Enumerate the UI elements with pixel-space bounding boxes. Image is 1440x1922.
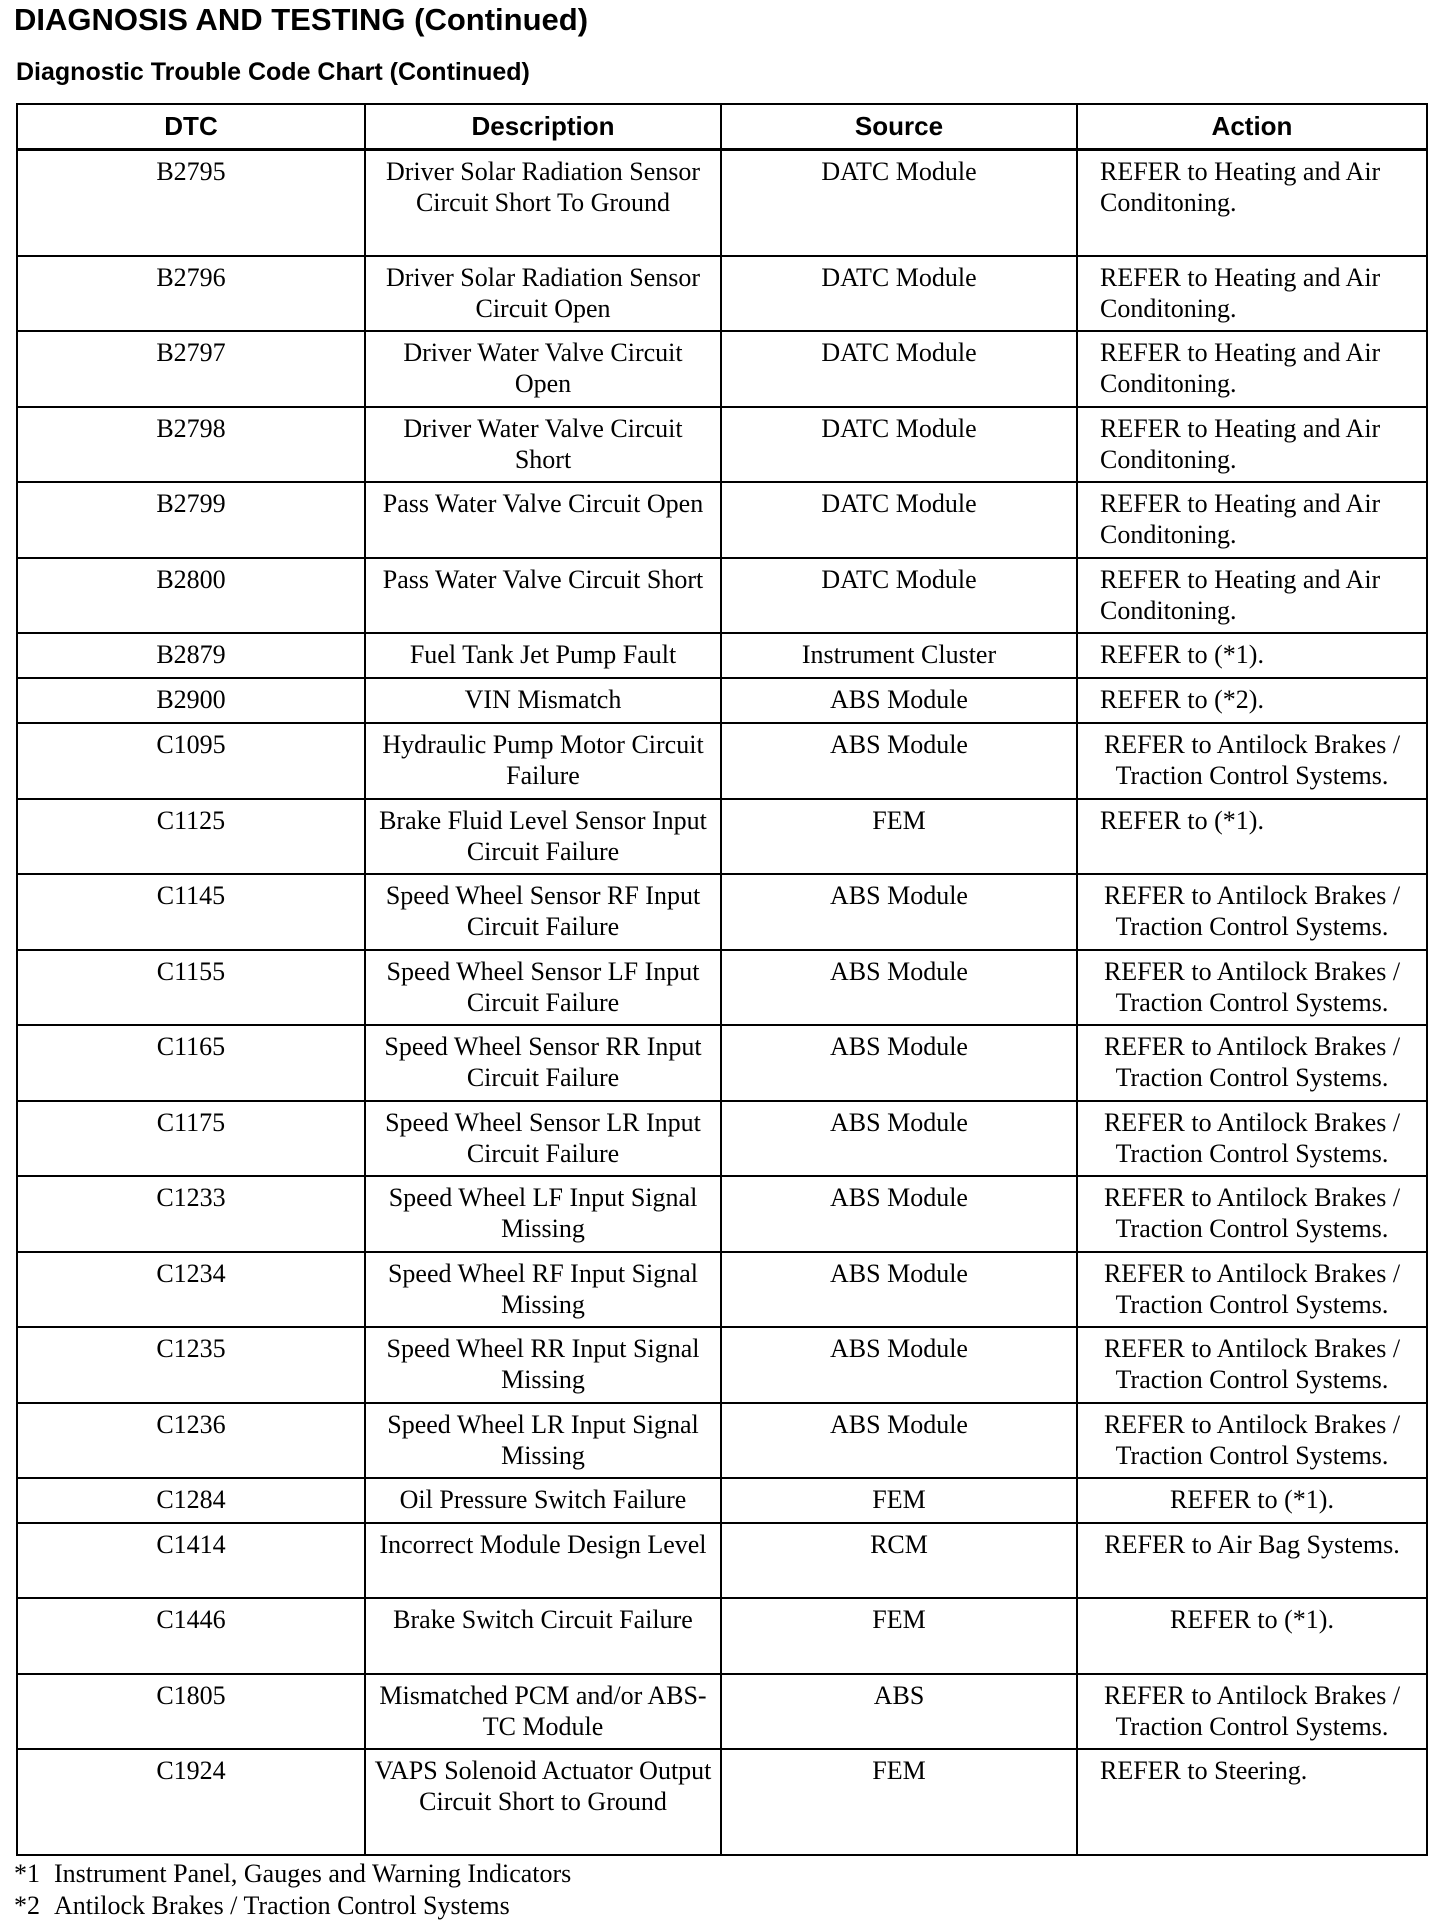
- cell-dtc: C1234: [17, 1252, 365, 1327]
- table-row: [17, 1025, 1427, 1101]
- table-row: [17, 1327, 1427, 1403]
- cell-description: Speed Wheel Sensor RR Input Circuit Failure: [365, 1025, 721, 1101]
- cell-dtc: C1414: [17, 1523, 365, 1598]
- table-row: [17, 950, 1427, 1025]
- cell-dtc: C1236: [17, 1403, 365, 1478]
- cell-action: REFER to Antilock Brakes / Traction Control Systems.: [1077, 1252, 1427, 1327]
- cell-source: ABS: [721, 1674, 1077, 1749]
- cell-action: REFER to Heating and Air Conditoning.: [1077, 558, 1427, 633]
- dtc-table: [16, 103, 1428, 1856]
- cell-action: REFER to Antilock Brakes / Traction Control Systems.: [1077, 1176, 1427, 1252]
- cell-dtc: C1235: [17, 1327, 365, 1403]
- table-row: [17, 1523, 1427, 1598]
- table-row: [17, 1478, 1427, 1523]
- cell-dtc: B2798: [17, 407, 365, 482]
- cell-source: DATC Module: [721, 331, 1077, 407]
- cell-dtc: B2799: [17, 482, 365, 558]
- footnote: [14, 1890, 571, 1922]
- footnotes: [14, 1858, 571, 1922]
- cell-action: REFER to Antilock Brakes / Traction Control Systems.: [1077, 1403, 1427, 1478]
- cell-source: ABS Module: [721, 1025, 1077, 1101]
- cell-action: REFER to Heating and Air Conditoning.: [1077, 407, 1427, 482]
- cell-source: ABS Module: [721, 678, 1077, 723]
- cell-action: REFER to Heating and Air Conditoning.: [1077, 331, 1427, 407]
- table-row: [17, 256, 1427, 331]
- cell-source: ABS Module: [721, 723, 1077, 799]
- table-row: [17, 1252, 1427, 1327]
- footnote: [14, 1858, 571, 1890]
- column-header-action: Action: [1077, 104, 1427, 150]
- table-row: [17, 1101, 1427, 1176]
- cell-action: REFER to Heating and Air Conditoning.: [1077, 256, 1427, 331]
- cell-source: ABS Module: [721, 1101, 1077, 1176]
- cell-description: Speed Wheel Sensor LF Input Circuit Failure: [365, 950, 721, 1025]
- cell-source: DATC Module: [721, 407, 1077, 482]
- table-row: [17, 407, 1427, 482]
- footnote-mark: *2: [14, 1891, 40, 1920]
- cell-description: Driver Solar Radiation Sensor Circuit Open: [365, 256, 721, 331]
- cell-dtc: C1165: [17, 1025, 365, 1101]
- cell-action: REFER to (*1).: [1077, 1478, 1427, 1523]
- table-row: [17, 799, 1427, 874]
- cell-description: Speed Wheel Sensor RF Input Circuit Failure: [365, 874, 721, 950]
- cell-action: REFER to (*1).: [1077, 633, 1427, 678]
- cell-dtc: B2796: [17, 256, 365, 331]
- cell-action: REFER to Antilock Brakes / Traction Control Systems.: [1077, 1101, 1427, 1176]
- cell-source: FEM: [721, 799, 1077, 874]
- cell-action: REFER to (*1).: [1077, 1598, 1427, 1674]
- cell-description: VIN Mismatch: [365, 678, 721, 723]
- cell-description: Speed Wheel RR Input Signal Missing: [365, 1327, 721, 1403]
- cell-description: Fuel Tank Jet Pump Fault: [365, 633, 721, 678]
- cell-dtc: C1805: [17, 1674, 365, 1749]
- cell-description: Oil Pressure Switch Failure: [365, 1478, 721, 1523]
- cell-source: ABS Module: [721, 1176, 1077, 1252]
- footnote-text: Instrument Panel, Gauges and Warning Indicators: [54, 1859, 572, 1888]
- cell-description: Mismatched PCM and/or ABS-TC Module: [365, 1674, 721, 1749]
- cell-action: REFER to Heating and Air Conditoning.: [1077, 482, 1427, 558]
- cell-action: REFER to Antilock Brakes / Traction Control Systems.: [1077, 1025, 1427, 1101]
- cell-description: Driver Solar Radiation Sensor Circuit Short To Ground: [365, 150, 721, 256]
- cell-action: REFER to Antilock Brakes / Traction Control Systems.: [1077, 1674, 1427, 1749]
- column-header-dtc: DTC: [17, 104, 365, 150]
- table-row: [17, 482, 1427, 558]
- column-header-description: Description: [365, 104, 721, 150]
- cell-source: ABS Module: [721, 1252, 1077, 1327]
- table-row: [17, 1403, 1427, 1478]
- cell-description: Hydraulic Pump Motor Circuit Failure: [365, 723, 721, 799]
- section-subtitle: Diagnostic Trouble Code Chart (Continued): [16, 58, 530, 86]
- cell-description: Pass Water Valve Circuit Open: [365, 482, 721, 558]
- cell-action: REFER to Air Bag Systems.: [1077, 1523, 1427, 1598]
- table-row: [17, 874, 1427, 950]
- cell-description: Speed Wheel LR Input Signal Missing: [365, 1403, 721, 1478]
- cell-dtc: C1095: [17, 723, 365, 799]
- cell-source: ABS Module: [721, 874, 1077, 950]
- table-row: [17, 1598, 1427, 1674]
- cell-description: Driver Water Valve Circuit Open: [365, 331, 721, 407]
- cell-source: FEM: [721, 1478, 1077, 1523]
- cell-dtc: C1446: [17, 1598, 365, 1674]
- table-row: [17, 723, 1427, 799]
- table-row: [17, 150, 1427, 256]
- footnote-text: Antilock Brakes / Traction Control Systems: [54, 1891, 510, 1920]
- cell-description: Pass Water Valve Circuit Short: [365, 558, 721, 633]
- cell-source: ABS Module: [721, 1327, 1077, 1403]
- cell-action: REFER to Antilock Brakes / Traction Control Systems.: [1077, 874, 1427, 950]
- table-row: [17, 331, 1427, 407]
- cell-description: Driver Water Valve Circuit Short: [365, 407, 721, 482]
- page-title: DIAGNOSIS AND TESTING (Continued): [14, 2, 589, 37]
- cell-description: Speed Wheel RF Input Signal Missing: [365, 1252, 721, 1327]
- cell-dtc: C1125: [17, 799, 365, 874]
- cell-dtc: C1155: [17, 950, 365, 1025]
- cell-action: REFER to (*2).: [1077, 678, 1427, 723]
- cell-description: Speed Wheel LF Input Signal Missing: [365, 1176, 721, 1252]
- cell-source: DATC Module: [721, 256, 1077, 331]
- cell-action: REFER to Antilock Brakes / Traction Control Systems.: [1077, 723, 1427, 799]
- cell-dtc: C1233: [17, 1176, 365, 1252]
- cell-description: VAPS Solenoid Actuator Output Circuit Short to Ground: [365, 1749, 721, 1855]
- cell-dtc: B2797: [17, 331, 365, 407]
- table-row: [17, 558, 1427, 633]
- cell-dtc: C1175: [17, 1101, 365, 1176]
- column-header-source: Source: [721, 104, 1077, 150]
- cell-source: FEM: [721, 1749, 1077, 1855]
- cell-action: REFER to (*1).: [1077, 799, 1427, 874]
- cell-source: DATC Module: [721, 558, 1077, 633]
- cell-source: ABS Module: [721, 950, 1077, 1025]
- table-row: [17, 1674, 1427, 1749]
- cell-dtc: C1145: [17, 874, 365, 950]
- cell-action: REFER to Antilock Brakes / Traction Control Systems.: [1077, 1327, 1427, 1403]
- cell-dtc: B2800: [17, 558, 365, 633]
- cell-description: Brake Switch Circuit Failure: [365, 1598, 721, 1674]
- cell-description: Brake Fluid Level Sensor Input Circuit Failure: [365, 799, 721, 874]
- cell-description: Speed Wheel Sensor LR Input Circuit Failure: [365, 1101, 721, 1176]
- cell-action: REFER to Heating and Air Conditoning.: [1077, 150, 1427, 256]
- table-header-row: [17, 104, 1427, 150]
- cell-action: REFER to Antilock Brakes / Traction Control Systems.: [1077, 950, 1427, 1025]
- cell-dtc: B2879: [17, 633, 365, 678]
- cell-dtc: B2900: [17, 678, 365, 723]
- table-row: [17, 1176, 1427, 1252]
- cell-source: ABS Module: [721, 1403, 1077, 1478]
- cell-dtc: C1924: [17, 1749, 365, 1855]
- cell-action: REFER to Steering.: [1077, 1749, 1427, 1855]
- cell-source: RCM: [721, 1523, 1077, 1598]
- cell-source: FEM: [721, 1598, 1077, 1674]
- cell-source: Instrument Cluster: [721, 633, 1077, 678]
- cell-description: Incorrect Module Design Level: [365, 1523, 721, 1598]
- table-row: [17, 1749, 1427, 1855]
- cell-dtc: B2795: [17, 150, 365, 256]
- cell-dtc: C1284: [17, 1478, 365, 1523]
- table-row: [17, 633, 1427, 678]
- cell-source: DATC Module: [721, 482, 1077, 558]
- cell-source: DATC Module: [721, 150, 1077, 256]
- table-row: [17, 678, 1427, 723]
- footnote-mark: *1: [14, 1859, 40, 1888]
